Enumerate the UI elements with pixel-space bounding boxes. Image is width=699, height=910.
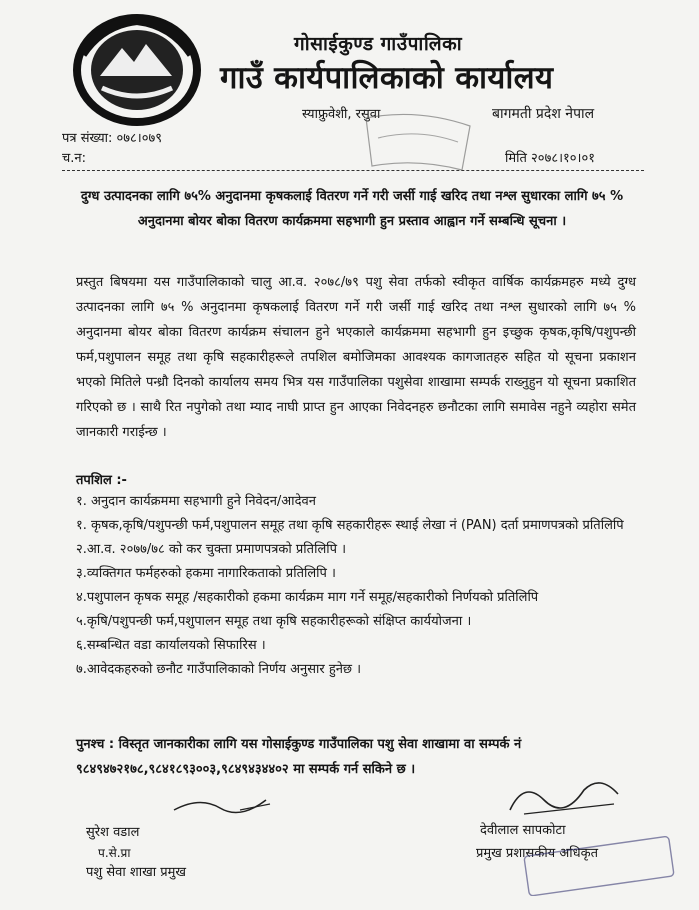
list-item: ३.व्यक्तिगत फर्महरुको हकमा नागारिकताको प्रतिलिपि । xyxy=(76,566,336,581)
right-signatory-role: प्रमुख प्रशासकीय अधिकृत xyxy=(476,846,599,861)
list-item: १. अनुदान कार्यक्रममा सहभागी हुने निवेदन/आदेवन xyxy=(76,494,316,509)
list-item: १. कृषक,कृषि/पशुपन्छी फर्म,पशुपालन समूह तथा कृषि सहकारीहरू स्थाई लेखा नं (PAN) दर्ता प्रमाणपत्रको प्रतिलिपि xyxy=(76,518,624,533)
office-address: स्याफ्रुवेशी, रसुवा xyxy=(302,107,381,122)
right-signatory-name: देवीलाल सापकोटा xyxy=(480,823,566,838)
left-signatory-name: सुरेश वडाल xyxy=(86,825,140,840)
emblem-logo xyxy=(72,14,202,126)
notice-body: प्रस्तुत बिषयमा यस गाउँपालिकाको चालु आ.व. २०७८/७९ पशु सेवा तर्फको स्वीकृत वार्षिक कार्यक्रमहरु मध्ये दुग्ध उत्पादनका लागि ७५ % अनुदानमा कृषकलाई वितरण गर्ने गरी जर्सी गाई खरिद तथा नश्ल सुधारको लागि ७५ % अनुदानमा बोयर बोका वितरण कार्यक्रम संचालन हुने भएकाले कार्यक्रममा सहभागी हुन इच्छुक कृषक,कृषि/पशुपन्छी फर्म,पशुपालन समूह तथा कृषि सहकारीहरूले तपशिल बमोजिमका आवश्यक कागजातहरु सहित यो सूचना प्रकाशन भएको मितिले पन्ध्रौ दिनको कार्यालय समय भित्र यस गाउँपालिका पशुसेवा शाखामा सम्पर्क राख्नुहुन यो सूचना प्रकाशित गरिएको छ । साथै रित नपुगेको तथा म्याद नाघी प्राप्त हुन आएका निवेदनहरु छनौटका लागि समावेस नहुने व्यहोरा समेत जानकारी गराईन्छ । xyxy=(76,275,636,440)
list-item: ६.सम्बन्धित वडा कार्यालयको सिफारिस । xyxy=(76,638,266,653)
header-divider xyxy=(62,170,644,171)
right-signature-stamp xyxy=(520,836,680,896)
office-name: गाउँ कार्यपालिकाको कार्यालय xyxy=(220,60,554,96)
right-signature-mark xyxy=(504,770,624,820)
office-province: बागमती प्रदेश नेपाल xyxy=(492,106,595,122)
tapsil-heading: तपशिल :- xyxy=(76,473,127,488)
left-signatory-title: प.से.प्रा xyxy=(98,846,131,860)
letter-date: मिति २०७८।१०।०१ xyxy=(505,151,595,166)
municipality-name: गोसाईकुण्ड गाउँपालिका xyxy=(294,33,463,55)
postscript-note: पुनश्च : विस्तृत जानकारीका लागि यस गोसाईकुण्ड गाउँपालिका पशु सेवा शाखामा वा सम्पर्क नं ९८४९४७२१७८,९८४१८९३००३,९८४९४३४४०२ मा सम्पर्क गर्न सकिने छ । xyxy=(76,737,522,777)
list-item: २.आ.व. २०७७/७८ को कर चुक्ता प्रमाणपत्रको प्रतिलिपि । xyxy=(76,542,347,557)
tapsil-list xyxy=(76,490,636,682)
left-signatory-role: पशु सेवा शाखा प्रमुख xyxy=(86,865,187,880)
left-signature-mark xyxy=(170,790,280,820)
list-item: ७.आवेदकहरुको छनौट गाउँपालिकाको निर्णय अनुसार हुनेछ । xyxy=(76,662,362,677)
reference-number: पत्र संख्या: ०७८।०७९ xyxy=(62,131,162,146)
list-item: ५.कृषि/पशुपन्छी फर्म,पशुपालन समूह तथा कृषि सहकारीहरूको संक्षिप्त कार्ययोजना । xyxy=(76,614,472,629)
notice-subject: दुग्ध उत्पादनका लागि ७५% अनुदानमा कृषकलाई वितरण गर्ने गरी जर्सी गाई खरिद तथा नश्ल सुधारका लागि ७५ % अनुदानमा बोयर बोका वितरण कार्यक्रममा सहभागी हुन प्रस्ताव आह्वान गर्ने सम्बन्धि सूचना । xyxy=(80,189,624,229)
dispatch-number: च.न: xyxy=(62,151,86,166)
office-stamp xyxy=(358,108,478,178)
list-item: ४.पशुपालन कृषक समूह /सहकारीको हकमा कार्यक्रम माग गर्ने समूह/सहकारीको निर्णयको प्रतिलिपि xyxy=(76,590,539,605)
